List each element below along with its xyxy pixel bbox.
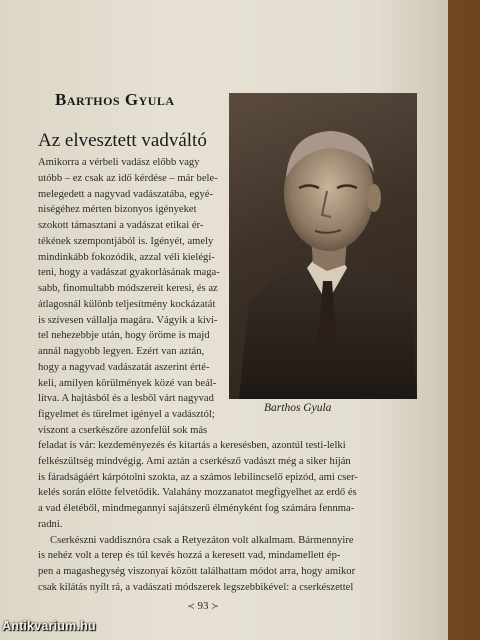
text-line: utóbb – ez csak az idő kérdése – már bele- xyxy=(38,172,218,184)
text-line: lítva. A hajtásból és a lesből várt nagyvad xyxy=(38,393,214,405)
text-line: a vad életéből, mindmegannyi sajátszerű élményként fog számára fennma- xyxy=(38,503,355,514)
text-line: niségéhez mérten bizonyos igényeket xyxy=(38,204,197,216)
text-line: hogy a nagyvad vadászatát aszerint érté- xyxy=(38,361,210,373)
column-text xyxy=(38,155,223,439)
author-portrait xyxy=(229,93,417,399)
text-line: is fáradságáért kárpótolni szokta, az a számos lebilincselő epizód, ami cser- xyxy=(38,471,358,483)
text-line: keli, amilyen körülmények közé van beál- xyxy=(38,377,217,389)
text-line: tel nehezebbje után, hogy öröme is majd xyxy=(38,330,210,342)
text-line: radni. xyxy=(38,518,63,530)
text-line: feladat is vár: kezdeményezés és kitartás a keresésben, azontúl testi-lelki xyxy=(38,440,346,451)
ornament-right-icon: ≻ xyxy=(211,601,219,611)
page-edge xyxy=(438,0,448,640)
text-line: melegedett a nagyvad vadászatába, egyé- xyxy=(38,188,213,200)
watermark: Antikvarium.hu xyxy=(2,619,96,633)
ornament-left-icon: ≺ xyxy=(187,601,195,611)
text-line: mindinkább fokozódik, azzal véli kielégí- xyxy=(38,251,215,263)
text-line: átlagosnál különb teljesítmény kockázatát xyxy=(38,298,216,310)
text-line: is szívesen vállalja magára. Vágyik a kivi- xyxy=(38,314,218,326)
text-line: is nehéz volt a terep és túl kevés hozzá a keresett vad, mindamellett ép- xyxy=(38,550,341,562)
text-line: teni, hogy a vadászat gyakorlásának maga- xyxy=(38,267,220,279)
page-number-value: 93 xyxy=(197,600,209,612)
portrait-photo xyxy=(229,93,417,399)
text-line: Cserkészni vaddisznóra csak a Retyezáton volt alkalmam. Bármennyire xyxy=(50,534,354,546)
text-line: tékének szempontjából is. Igényét, amely xyxy=(38,235,214,247)
full-width-text xyxy=(38,438,418,596)
text-line: viszont a cserkészőre azonfelül sok más xyxy=(38,424,208,436)
text-line: felkészültség mindvégig. Ami aztán a cserkésző vadászt még a siker híján xyxy=(38,455,351,467)
text-line: csak kilátás nyílt rá, a vadászati módszerek legszebbikével: a cserkészettel xyxy=(38,581,354,593)
text-line: annál nagyobb legyen. Ezért van aztán, xyxy=(38,346,205,357)
portrait-illustration xyxy=(229,93,417,399)
text-line: kelés során előtte felvetődik. Valahány mozzanatot megfigyelhet az erdő és xyxy=(38,487,357,499)
text-line: pen a magashegység viszonyai között találhattam módot arra, hogy amikor xyxy=(38,566,356,577)
photo-caption: Barthos Gyula xyxy=(264,402,332,414)
text-line: sabb, finomultabb módszereit keresi, és az xyxy=(38,283,218,294)
text-line: Amikorra a vérbeli vadász előbb vagy xyxy=(38,157,200,168)
text-line: szokott támasztani a vadászat etikai ér- xyxy=(38,220,204,231)
chapter-title: Az elvesztett vadváltó xyxy=(38,130,207,151)
page-number xyxy=(168,600,238,612)
text-line: figyelmet és türelmet igényel a vadásztól; xyxy=(38,409,215,420)
author-heading: Barthos Gyula xyxy=(55,90,175,109)
